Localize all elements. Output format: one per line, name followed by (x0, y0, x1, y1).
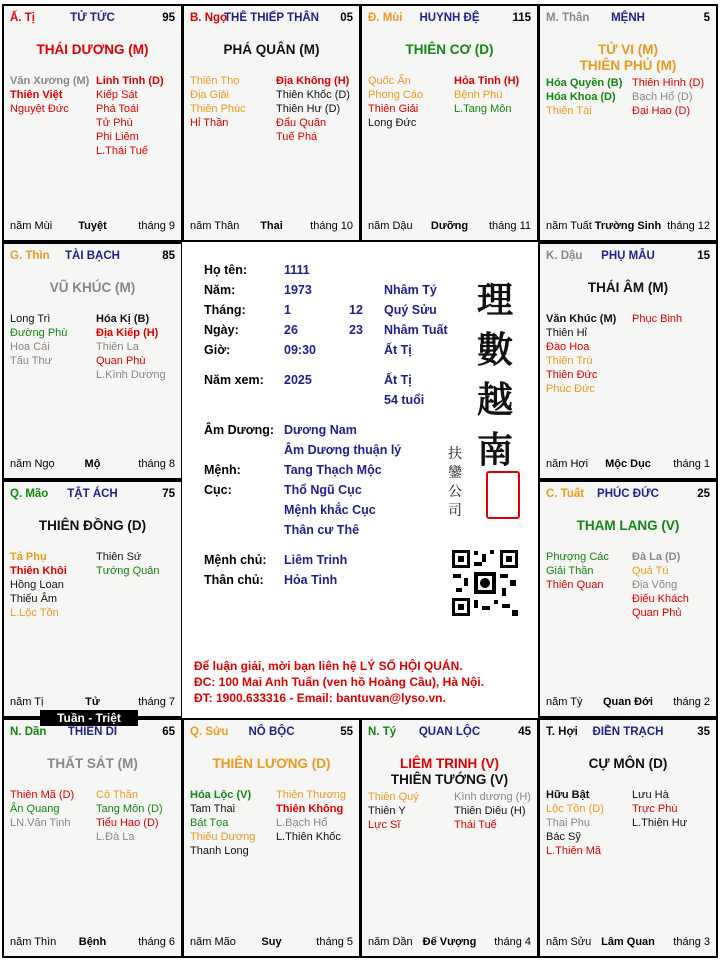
main-star: THẤT SÁT (M) (47, 756, 138, 771)
palace-year: năm Tý (546, 696, 583, 708)
value-menh: Tang Thạch Mộc (284, 463, 382, 477)
palace-name: QUAN LỘC (418, 726, 481, 738)
left-stars (10, 788, 74, 830)
minor-star: Tấu Thư (10, 355, 53, 367)
life-phase: Lâm Quan (601, 936, 655, 948)
palace-footer (546, 458, 710, 472)
tuan-triet-badge: Tuần - Triệt (40, 710, 138, 726)
label-name: Họ tên: (204, 263, 248, 277)
minor-star: Bát Tọa (190, 817, 229, 829)
contact-line-3: ĐT: 1900.633316 - Email: bantuvan@lyso.vn. (194, 691, 446, 705)
minor-star: L.Thái Tuế (96, 145, 148, 157)
minor-star: Hóa Lộc (V) (190, 789, 252, 801)
palace-month: tháng 6 (138, 936, 175, 948)
minor-star: Trực Phù (632, 803, 678, 815)
palace-position: G. Thìn (10, 250, 50, 262)
palace-footer (546, 936, 710, 950)
palace-month: tháng 3 (673, 936, 710, 948)
label-hour: Giờ: (204, 343, 231, 357)
minor-star: Đại Hao (D) (632, 105, 691, 117)
palace-footer (190, 936, 353, 950)
label-than-chu: Thân chủ: (204, 573, 264, 587)
value-name: 1111 (284, 263, 310, 277)
minor-star: L.Tang Môn (454, 103, 512, 115)
palace-name: ĐIỀN TRẠCH (592, 726, 664, 738)
minor-star: Bệnh Phù (454, 89, 503, 101)
minor-star: Quan Phù (96, 355, 146, 367)
minor-star: Thiên Sứ (96, 551, 142, 563)
minor-star: L.Thiên Khốc (276, 831, 341, 843)
palace-position: K. Dậu (546, 250, 583, 262)
red-seal-icon (486, 471, 520, 519)
value-cuc-3: Thân cư Thê (284, 523, 360, 537)
minor-star: Hóa Khoa (D) (546, 91, 616, 103)
palace-number: 65 (162, 726, 175, 738)
minor-star: Phúc Đức (546, 383, 595, 395)
main-star: THIÊN ĐỒNG (D) (38, 518, 147, 533)
label-menh-chu: Mệnh chủ: (204, 553, 267, 567)
main-star: THIÊN CƠ (D) (405, 42, 494, 57)
palace-number: 45 (518, 726, 531, 738)
palace-name: TẬT ÁCH (67, 488, 118, 500)
palace-footer (368, 220, 531, 234)
label-view-year: Năm xem: (204, 373, 264, 387)
palace-month: tháng 7 (138, 696, 175, 708)
minor-star: Giải Thần (546, 565, 594, 577)
palace-position: Đ. Mùi (368, 12, 403, 24)
logo-char-2: 數 (476, 329, 513, 371)
palace-month: tháng 2 (673, 696, 710, 708)
minor-star: Đường Phù (10, 327, 68, 339)
label-am-duong: Âm Dương: (204, 423, 275, 437)
label-month: Tháng: (204, 303, 246, 317)
minor-star: Thiên Đức (546, 369, 598, 381)
palace-year: năm Mão (190, 936, 236, 948)
minor-star: Văn Xương (M) (10, 75, 90, 87)
value-month-can: Quý Sửu (384, 303, 437, 317)
life-phase: Trường Sinh (594, 220, 662, 232)
minor-star: Thiên Hỉ (546, 327, 587, 339)
minor-star: Ân Quang (10, 803, 60, 815)
palace-month: tháng 10 (310, 220, 353, 232)
main-star: VŨ KHÚC (M) (49, 280, 136, 295)
right-stars (276, 74, 350, 144)
palace-year: năm Ngọ (10, 458, 55, 470)
palace-name: PHỤ MẪU (601, 250, 655, 262)
life-phase: Thai (260, 220, 283, 232)
palace-header (368, 726, 531, 740)
minor-star: Hóa Quyền (B) (546, 77, 623, 89)
palace-position: C. Tuất (546, 488, 585, 500)
value-am-duong-2: Âm Dương thuận lý (284, 443, 402, 457)
palace-position: T. Hợi (546, 726, 578, 738)
minor-star: Lực Sĩ (368, 819, 401, 831)
minor-star: Linh Tinh (D) (96, 75, 164, 87)
minor-star: L.Thiên Hư (632, 817, 688, 829)
palace-cell (2, 4, 183, 242)
life-phase: Tử (85, 696, 100, 708)
palace-footer (10, 936, 175, 950)
palace-footer (546, 696, 710, 710)
main-star: TỬ VI (M) (598, 42, 658, 57)
minor-star: Hồng Loan (10, 579, 64, 591)
palace-month: tháng 5 (316, 936, 353, 948)
palace-number: 5 (703, 12, 710, 24)
palace-header (546, 488, 710, 502)
palace-header (10, 726, 175, 740)
palace-year: năm Mùi (10, 220, 53, 232)
palace-cell (182, 718, 361, 958)
minor-star: Thiên Y (368, 805, 406, 817)
minor-star: Bác Sỹ (546, 831, 581, 843)
main-star: CỰ MÔN (D) (588, 756, 668, 771)
minor-star: L.Đà La (96, 831, 135, 843)
minor-star: Thiên Quan (546, 579, 604, 591)
minor-star: Thiên Hình (D) (632, 77, 705, 89)
life-phase: Tuyệt (78, 220, 107, 232)
minor-star: L.Bạch Hổ (276, 817, 328, 829)
palace-position: N. Tý (368, 726, 397, 738)
palace-header (546, 12, 710, 26)
value-month-2: 12 (349, 303, 363, 317)
minor-star: Phượng Các (546, 551, 609, 563)
palace-year: năm Hợi (546, 458, 589, 470)
value-cuc: Thổ Ngũ Cục (284, 483, 362, 497)
right-stars (632, 76, 704, 118)
palace-name: THÊ THIẾP THÂN (224, 12, 319, 24)
value-view-can: Ất Tị (384, 373, 412, 387)
minor-star: Tiểu Hao (D) (96, 817, 159, 829)
value-than-chu: Hỏa Tinh (284, 573, 338, 587)
palace-header (368, 12, 531, 26)
main-star: PHÁ QUÂN (M) (223, 42, 320, 57)
minor-star: Thiếu Dương (190, 831, 256, 843)
palace-header (10, 250, 175, 264)
palace-footer (368, 936, 531, 950)
palace-cell (2, 242, 183, 480)
minor-star: Quốc Ấn (368, 75, 411, 87)
left-stars (10, 312, 67, 368)
life-phase: Quan Đới (603, 696, 653, 708)
palace-month: tháng 1 (673, 458, 710, 470)
minor-star: Tử Phù (96, 117, 133, 129)
minor-star: Địa Kiếp (H) (96, 327, 159, 339)
palace-position: Q. Mão (10, 488, 49, 500)
palace-footer (190, 220, 353, 234)
right-stars (632, 550, 689, 620)
minor-star: L.Kình Dương (96, 369, 166, 381)
minor-star: Cô Thần (96, 789, 138, 801)
minor-star: Tả Phụ (10, 551, 47, 563)
minor-star: Bạch Hổ (D) (632, 91, 693, 103)
value-cuc-2: Mệnh khắc Cục (284, 503, 376, 517)
palace-footer (10, 458, 175, 472)
palace-cell (538, 4, 718, 242)
palace-month: tháng 11 (488, 220, 531, 232)
palace-year: năm Dần (368, 936, 413, 948)
palace-number: 85 (162, 250, 175, 262)
minor-star: Đẩu Quân (276, 117, 327, 129)
minor-star: Thái Tuế (454, 819, 497, 831)
minor-star: Hỉ Thần (190, 117, 229, 129)
minor-star: Long Trì (10, 313, 51, 325)
value-hour: 09:30 (284, 343, 316, 357)
minor-star: Đào Hoa (546, 341, 590, 353)
minor-star: Kình dương (H) (454, 791, 531, 803)
right-stars (632, 312, 682, 326)
minor-star: Địa Không (H) (276, 75, 350, 87)
palace-month: tháng 12 (667, 220, 710, 232)
minor-star: Điếu Khách (632, 593, 689, 605)
minor-star: Thiếu Âm (10, 593, 58, 605)
minor-star: Long Đức (368, 117, 417, 129)
minor-star: Thiên Giải (368, 103, 419, 115)
main-star: LIÊM TRINH (V) (400, 756, 499, 771)
left-stars (546, 550, 609, 592)
left-stars (190, 788, 255, 858)
palace-year: năm Dậu (368, 220, 413, 232)
palace-header (190, 12, 353, 26)
minor-star: LN.Văn Tinh (10, 817, 71, 829)
minor-star: Quả Tú (632, 565, 669, 577)
minor-star: Thiên Quý (368, 791, 419, 803)
value-year: 1973 (284, 283, 312, 297)
palace-name: PHÚC ĐỨC (597, 488, 659, 500)
palace-name: MỆNH (611, 12, 645, 24)
palace-number: 55 (340, 726, 353, 738)
main-star: THIÊN LƯƠNG (D) (212, 756, 331, 771)
minor-star: Địa Giải (190, 89, 230, 101)
minor-star: Thiên Việt (10, 89, 63, 101)
minor-star: Lộc Tồn (D) (546, 803, 604, 815)
label-year: Năm: (204, 283, 236, 297)
minor-star: Tướng Quân (96, 565, 160, 577)
palace-cell (182, 4, 361, 242)
palace-name: TỬ TỨC (70, 12, 115, 24)
minor-star: Thiên La (96, 341, 139, 353)
palace-year: năm Sửu (546, 936, 592, 948)
palace-cell (2, 480, 183, 718)
palace-number: 75 (162, 488, 175, 500)
minor-star: Đà La (D) (632, 551, 681, 563)
palace-number: 25 (697, 488, 710, 500)
palace-year: năm Tuất (546, 220, 592, 232)
right-stars (632, 788, 687, 830)
palace-month: tháng 8 (138, 458, 175, 470)
qr-code-icon (450, 548, 520, 618)
palace-number: 95 (162, 12, 175, 24)
value-age: 54 tuổi (384, 393, 425, 407)
logo-big-chars (470, 275, 520, 475)
palace-year: năm Tị (10, 696, 44, 708)
palace-number: 05 (340, 12, 353, 24)
palace-footer (10, 220, 175, 234)
minor-star: Thiên Khôi (10, 565, 67, 577)
value-day-2: 23 (349, 323, 363, 337)
palace-header (546, 726, 710, 740)
palace-position: Ấ. Tị (10, 12, 35, 24)
value-view-year: 2025 (284, 373, 312, 387)
value-month-1: 1 (284, 303, 291, 317)
palace-name: HUYNH ĐỆ (419, 12, 480, 24)
minor-star: Lưu Hà (632, 789, 669, 801)
palace-cell (360, 718, 539, 958)
palace-cell (538, 242, 718, 480)
minor-star: Thiên Mã (D) (10, 789, 75, 801)
right-stars (454, 74, 519, 116)
left-stars (546, 788, 604, 858)
palace-name: NÔ BỘC (248, 726, 295, 738)
minor-star: Tang Môn (D) (96, 803, 163, 815)
minor-star: Kiếp Sát (96, 89, 138, 101)
right-stars (276, 788, 346, 844)
main-star: THAM LANG (V) (576, 518, 680, 533)
logo-char-3: 越 (476, 379, 513, 421)
value-am-duong: Dương Nam (284, 423, 357, 437)
minor-star: Phục Binh (632, 313, 683, 325)
minor-star: Văn Khúc (M) (546, 313, 617, 325)
value-day-1: 26 (284, 323, 298, 337)
palace-number: 15 (697, 250, 710, 262)
palace-header (546, 250, 710, 264)
palace-month: tháng 4 (494, 936, 531, 948)
left-stars (368, 790, 419, 832)
minor-star: Hỏa Tinh (H) (454, 75, 520, 87)
minor-star: Thiên Diêu (H) (454, 805, 526, 817)
palace-number: 35 (697, 726, 710, 738)
palace-cell (2, 718, 183, 958)
main-star: THIÊN TƯỚNG (V) (390, 772, 509, 787)
main-star: THÁI DƯƠNG (M) (36, 42, 149, 57)
right-stars (96, 312, 166, 382)
main-star: THIÊN PHỦ (M) (579, 58, 677, 73)
lyso-logo (440, 275, 530, 545)
minor-star: Thai Phụ (546, 817, 591, 829)
palace-cell (360, 4, 539, 242)
palace-cell (538, 718, 718, 958)
contact-line-2: ĐC: 100 Mai Anh Tuấn (ven hồ Hoàng Cầu), Hà Nội. (194, 675, 485, 689)
minor-star: Địa Võng (632, 579, 678, 591)
minor-star: Hóa Kị (B) (96, 313, 150, 325)
palace-name: THIÊN DI (67, 726, 118, 738)
minor-star: L.Thiên Mã (546, 845, 602, 857)
minor-star: Thiên Hư (D) (276, 103, 341, 115)
value-menh-chu: Liêm Trinh (284, 553, 348, 567)
value-day-can: Nhâm Tuất (384, 323, 448, 337)
minor-star: Quan Phủ (632, 607, 682, 619)
palace-header (190, 726, 353, 740)
minor-star: Hữu Bật (546, 789, 590, 801)
right-stars (454, 790, 531, 832)
logo-char-1: 理 (476, 279, 513, 321)
label-menh: Mệnh: (204, 463, 241, 477)
palace-header (10, 12, 175, 26)
palace-month: tháng 9 (138, 220, 175, 232)
minor-star: L.Lộc Tồn (10, 607, 59, 619)
minor-star: Nguyệt Đức (10, 103, 69, 115)
label-cuc: Cục: (204, 483, 232, 497)
palace-number: 115 (512, 12, 531, 24)
life-phase: Đế Vượng (422, 936, 477, 948)
left-stars (10, 74, 89, 116)
right-stars (96, 74, 164, 158)
left-stars (368, 74, 423, 130)
palace-cell (538, 480, 718, 718)
main-star: THÁI ÂM (M) (587, 280, 669, 295)
minor-star: Phá Toái (96, 103, 139, 115)
left-stars (546, 312, 616, 396)
minor-star: Thiên Tài (546, 105, 592, 117)
palace-header (10, 488, 175, 502)
value-hour-can: Ất Tị (384, 343, 412, 357)
minor-star: Tuế Phá (276, 131, 318, 143)
right-stars (96, 788, 163, 844)
left-stars (190, 74, 246, 130)
life-phase: Suy (261, 936, 282, 948)
contact-line-1: Để luận giải, mời bạn liên hệ LÝ SỐ HỘI QUÁN. (194, 659, 463, 673)
minor-star: Hoa Cái (10, 341, 50, 353)
palace-footer (10, 696, 175, 710)
palace-footer (546, 220, 710, 234)
logo-char-4: 南 (476, 429, 513, 471)
minor-star: Thiên Trù (546, 355, 593, 367)
palace-year: năm Thân (190, 220, 240, 232)
palace-position: B. Ngọ (190, 12, 228, 24)
left-stars (546, 76, 622, 118)
life-phase: Dưỡng (430, 220, 469, 232)
minor-star: Thiên Thọ (190, 75, 240, 87)
minor-star: Tam Thai (190, 803, 236, 815)
life-phase: Bệnh (78, 936, 107, 948)
right-stars (96, 550, 160, 578)
palace-position: M. Thân (546, 12, 590, 24)
left-stars (10, 550, 67, 620)
label-day: Ngày: (204, 323, 239, 337)
life-phase: Mộ (84, 458, 101, 470)
value-year-can: Nhâm Tý (384, 283, 437, 297)
life-phase: Mộc Dục (605, 458, 651, 470)
minor-star: Thiên Không (276, 803, 344, 815)
palace-position: N. Dần (10, 726, 47, 738)
logo-small-chars: 扶鑾公司 (448, 446, 462, 519)
minor-star: Thanh Long (190, 845, 249, 857)
minor-star: Phi Liêm (96, 131, 139, 143)
minor-star: Phong Cáo (368, 89, 424, 101)
palace-position: Q. Sửu (190, 726, 229, 738)
palace-year: năm Thìn (10, 936, 57, 948)
palace-name: TÀI BẠCH (65, 250, 120, 262)
minor-star: Thiên Thương (276, 789, 347, 801)
minor-star: Thiên Phúc (190, 103, 246, 115)
minor-star: Thiên Khốc (D) (276, 89, 350, 101)
